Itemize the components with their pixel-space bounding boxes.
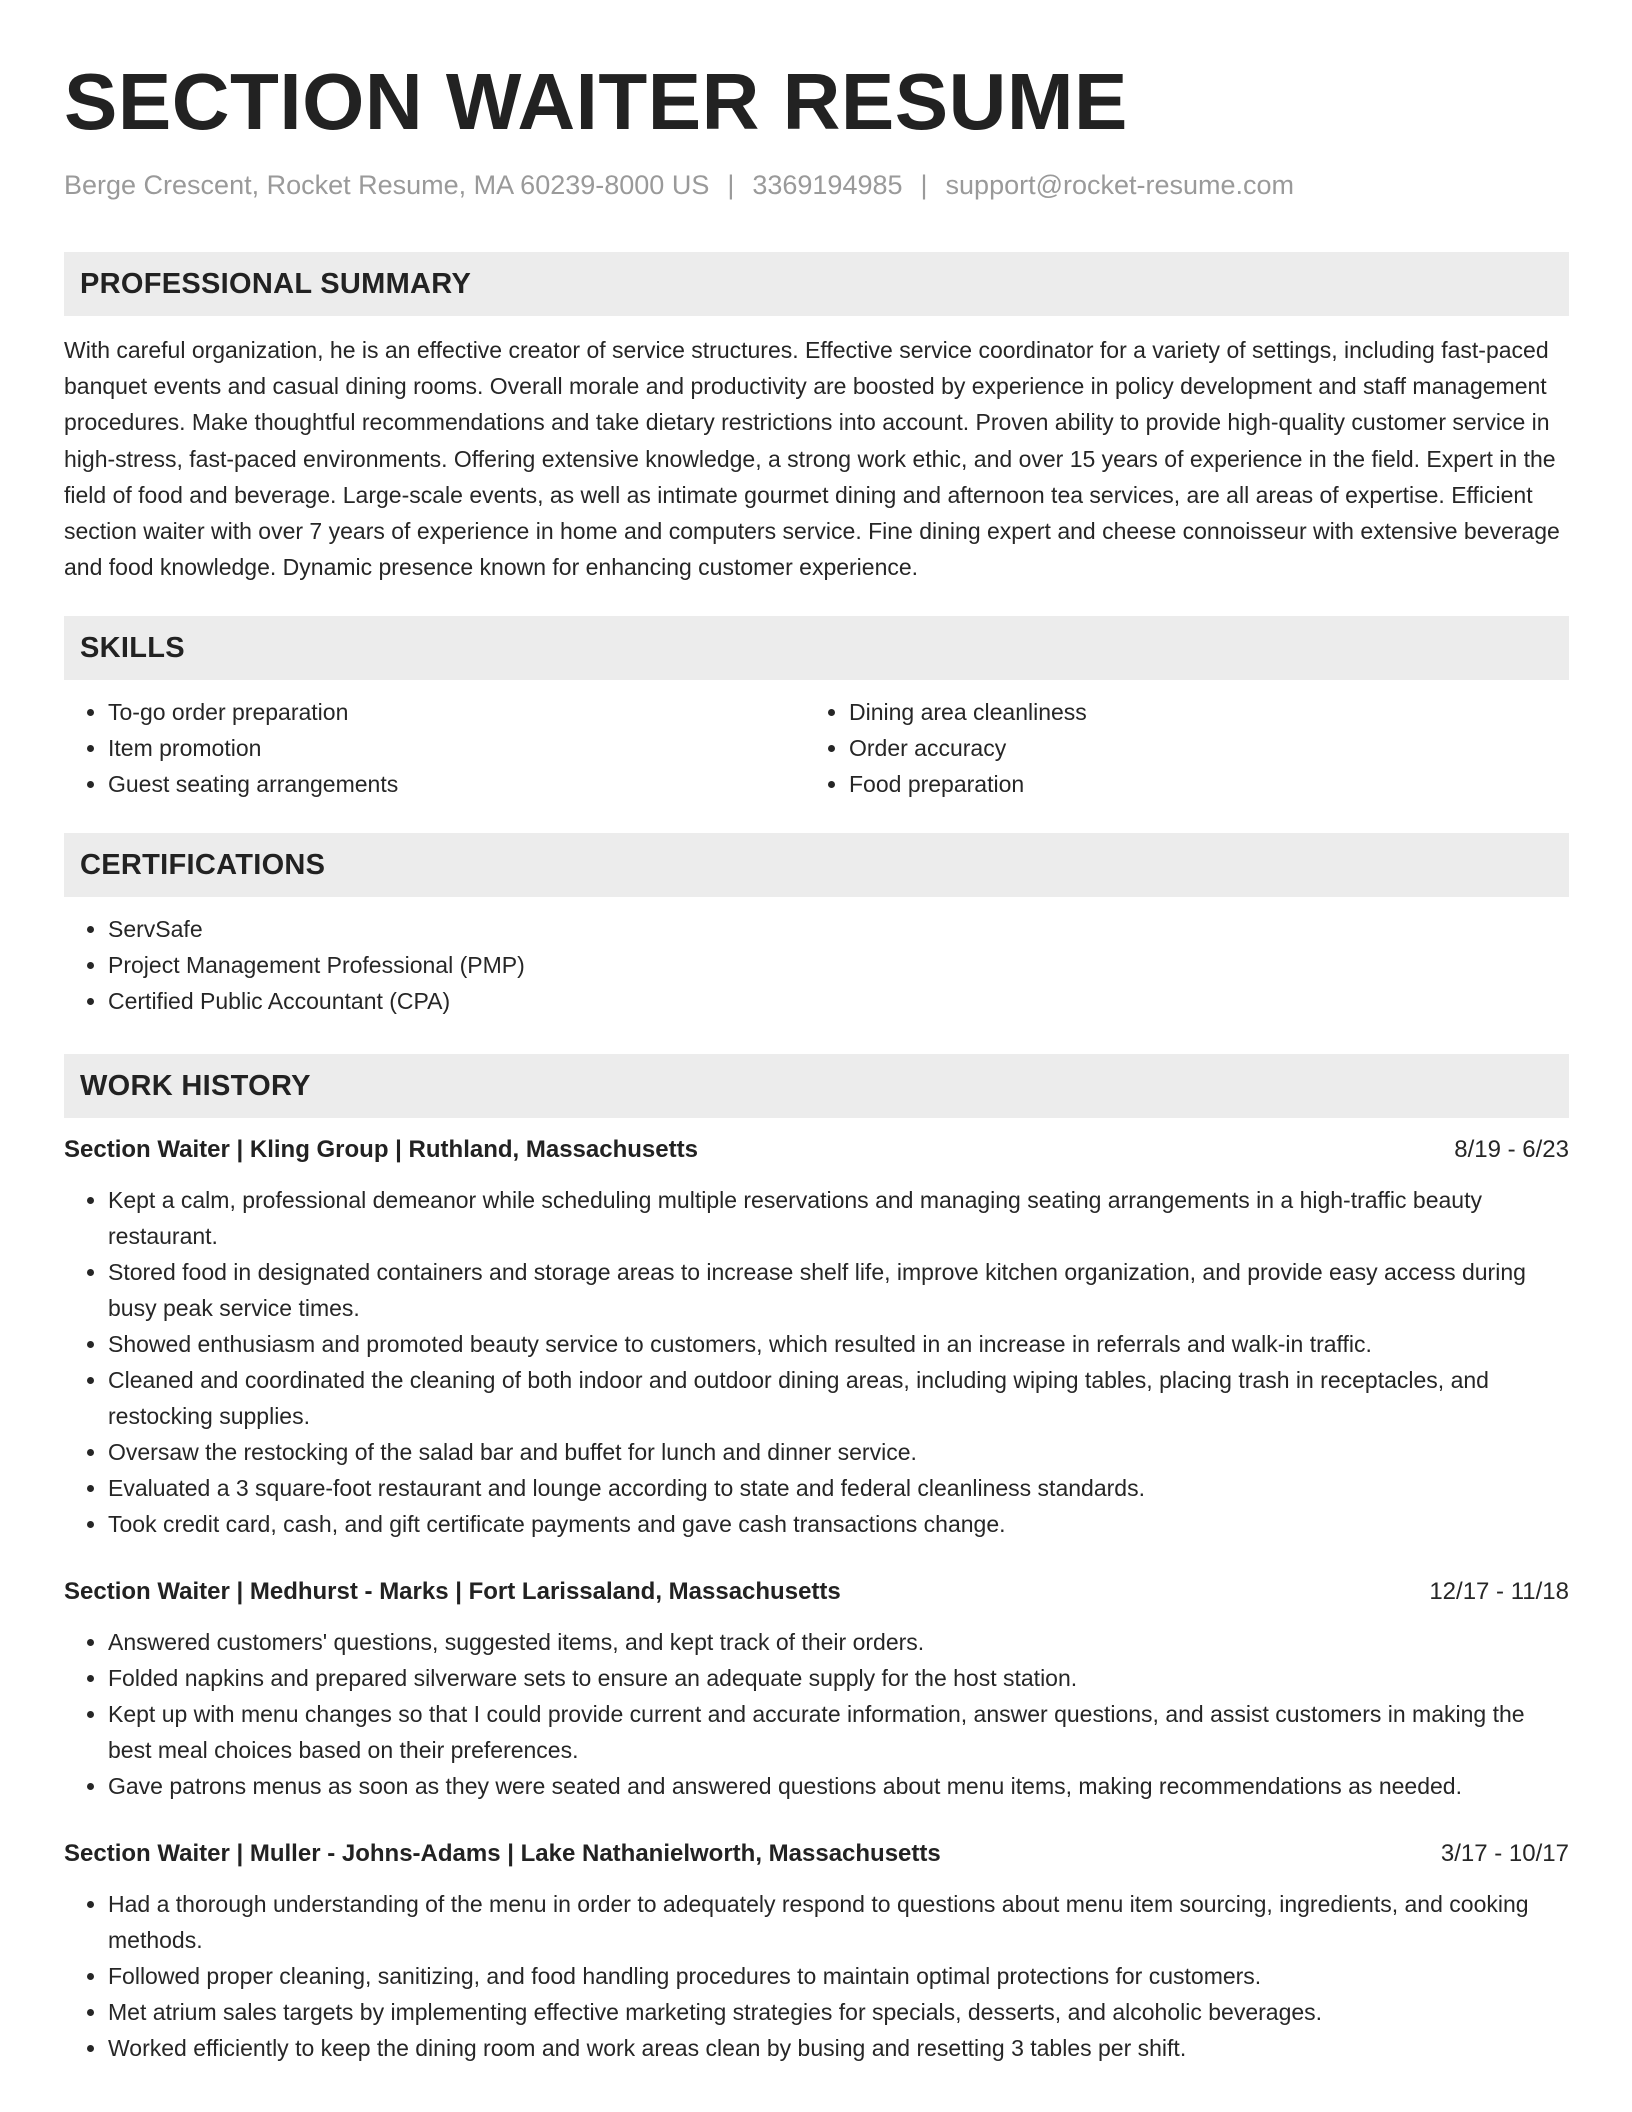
- job-bullet: • Kept up with menu changes so that I could provide current and accurate information, answer questions, and assist customers in making the best meal choices based on their preferences.: [108, 1696, 1569, 1768]
- skills-list-right: [805, 694, 1546, 802]
- certifications-section: [64, 833, 1569, 1019]
- job-bullet: • Gave patrons menus as soon as they were seated and answered questions about menu items, making recommendations as needed.: [108, 1768, 1569, 1804]
- contact-separator: |: [920, 170, 928, 200]
- job-bullet: • Showed enthusiasm and promoted beauty service to customers, which resulted in an increase in referrals and walk-in traffic.: [108, 1326, 1569, 1362]
- job-bullet: • Folded napkins and prepared silverware sets to ensure an adequate supply for the host station.: [108, 1660, 1569, 1696]
- job-bullet: • Followed proper cleaning, sanitizing, and food handling procedures to maintain optimal protections for customers.: [108, 1958, 1569, 1994]
- job-bullet: • Took credit card, cash, and gift certificate payments and gave cash transactions change.: [108, 1506, 1569, 1542]
- job-title: Section Waiter | Muller - Johns-Adams | Lake Nathanielworth, Massachusetts: [64, 1840, 941, 1868]
- job-bullet: • Had a thorough understanding of the menu in order to adequately respond to questions about menu item sourcing, ingredients, and cooking methods.: [108, 1886, 1569, 1958]
- job-bullet: • Worked efficiently to keep the dining room and work areas clean by busing and resetting 3 tables per shift.: [108, 2030, 1569, 2066]
- summary-section: [64, 252, 1569, 585]
- job-bullet-list: [64, 1624, 1569, 1804]
- contact-separator: |: [727, 170, 735, 200]
- job-dates: 8/19 - 6/23: [1454, 1136, 1569, 1164]
- skill-item: • Dining area cleanliness: [849, 694, 1546, 730]
- work-history-section: [64, 1054, 1569, 2066]
- contact-address: Berge Crescent, Rocket Resume, MA 60239-8000 US: [64, 170, 710, 200]
- work-history-header: WORK HISTORY: [64, 1054, 1569, 1118]
- summary-header: PROFESSIONAL SUMMARY: [64, 252, 1569, 316]
- job-bullet: • Stored food in designated containers and storage areas to increase shelf life, improve kitchen organization, and provide easy access during busy peak service times.: [108, 1254, 1569, 1326]
- contact-email[interactable]: support@rocket-resume.com: [945, 170, 1295, 200]
- skill-item: • To-go order preparation: [108, 694, 805, 730]
- job-entry: [64, 1574, 1569, 1804]
- skill-item: • Guest seating arrangements: [108, 766, 805, 802]
- job-title: Section Waiter | Kling Group | Ruthland, Massachusetts: [64, 1136, 698, 1164]
- job-bullet: • Oversaw the restocking of the salad bar and buffet for lunch and dinner service.: [108, 1434, 1569, 1470]
- job-bullet: • Evaluated a 3 square-foot restaurant and lounge according to state and federal cleanliness standards.: [108, 1470, 1569, 1506]
- job-dates: 12/17 - 11/18: [1429, 1578, 1569, 1606]
- certification-item: • ServSafe: [108, 911, 1569, 947]
- contact-phone: 3369194985: [752, 170, 903, 200]
- certification-item: • Project Management Professional (PMP): [108, 947, 1569, 983]
- skills-section: [64, 616, 1569, 802]
- certification-item: • Certified Public Accountant (CPA): [108, 983, 1569, 1019]
- job-bullet: • Kept a calm, professional demeanor while scheduling multiple reservations and managing seating arrangements in a high-traffic beauty restaurant.: [108, 1182, 1569, 1254]
- job-entry: [64, 1132, 1569, 1542]
- job-title: Section Waiter | Medhurst - Marks | Fort Larissaland, Massachusetts: [64, 1578, 841, 1606]
- job-heading-row: [64, 1836, 1569, 1872]
- job-heading-row: [64, 1132, 1569, 1168]
- job-bullet: • Cleaned and coordinated the cleaning of both indoor and outdoor dining areas, including wiping tables, placing trash in receptacles, and restocking supplies.: [108, 1362, 1569, 1434]
- contact-line: [64, 168, 1569, 202]
- skills-list-left: [64, 694, 805, 802]
- skills-grid: [64, 694, 1569, 802]
- job-bullet: • Answered customers' questions, suggested items, and kept track of their orders.: [108, 1624, 1569, 1660]
- certifications-header: CERTIFICATIONS: [64, 833, 1569, 897]
- resume-title: SECTION WAITER RESUME: [64, 57, 1128, 146]
- job-bullet-list: [64, 1182, 1569, 1542]
- job-entry: [64, 1836, 1569, 2066]
- certifications-list: [64, 911, 1569, 1019]
- skill-item: • Order accuracy: [849, 730, 1546, 766]
- resume-page: [64, 0, 1569, 2066]
- skills-header: SKILLS: [64, 616, 1569, 680]
- skill-item: • Food preparation: [849, 766, 1546, 802]
- summary-text: With careful organization, he is an effective creator of service structures. Effective service coordinator for a variety of settings, including fast-paced banquet events and casual dining rooms. Overall morale and productivity are boosted by experience in policy development and staff management procedures. Make thoughtful recommendations and take dietary restrictions into account. Proven ability to provide high-quality customer service in high-stress, fast-paced environments. Offering extensive knowledge, a strong work ethic, and over 15 years of experience in the field. Expert in the field of food and beverage. Large-scale events, as well as intimate gourmet dining and afternoon tea services, are all areas of expertise. Efficient section waiter with over 7 years of experience in home and computers service. Fine dining expert and cheese connoisseur with extensive beverage and food knowledge. Dynamic presence known for enhancing customer experience.: [64, 337, 1560, 581]
- job-dates: 3/17 - 10/17: [1440, 1840, 1569, 1868]
- skill-item: • Item promotion: [108, 730, 805, 766]
- job-bullet-list: [64, 1886, 1569, 2066]
- job-heading-row: [64, 1574, 1569, 1610]
- job-bullet: • Met atrium sales targets by implementing effective marketing strategies for specials, desserts, and alcoholic beverages.: [108, 1994, 1569, 2030]
